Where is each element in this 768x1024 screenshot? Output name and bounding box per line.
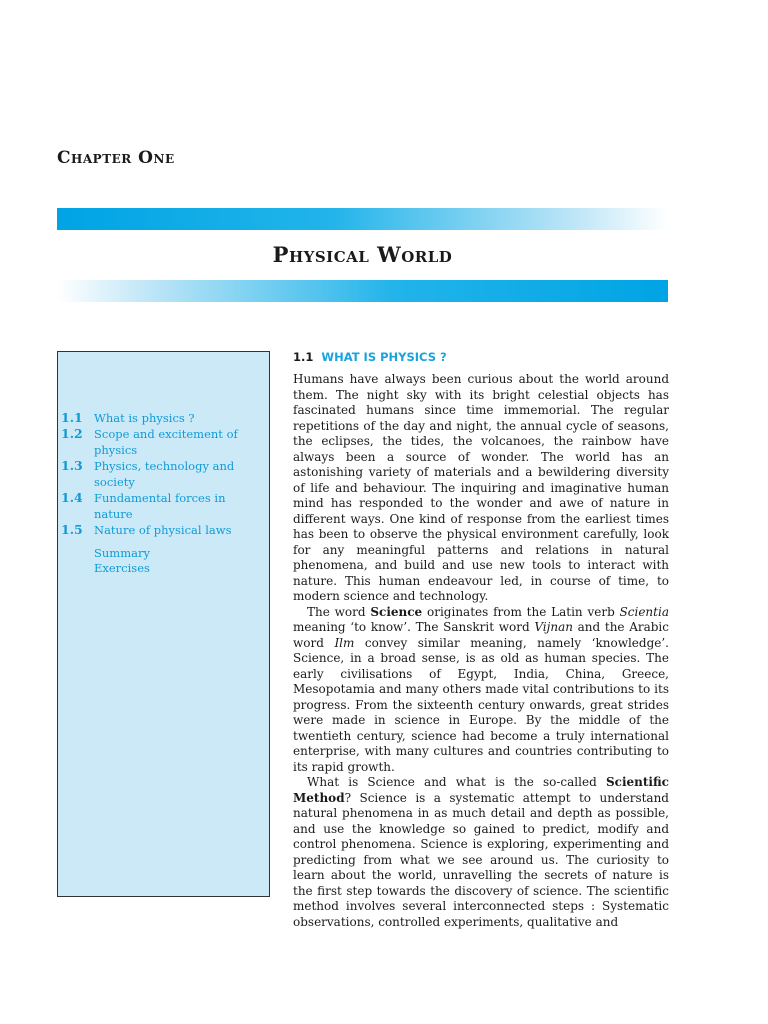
section-heading (293, 348, 669, 366)
decorative-band-bottom (57, 280, 668, 302)
main-text-column (293, 348, 669, 930)
term-scientific-method: Scientific Method (293, 775, 669, 805)
paragraph-1: Humans have always been curious about the world around them. The night sky with its bright celestial objects has fascinated humans since time immemorial. The regular repetitions of the day and night, the annual cycle of seasons, the eclipses, the tides, the volcanoes, the rainbow have always been a source of wonder. The world has an astonishing variety of materials and a bewildering diversity of life and behaviour. The inquiring and imaginative human mind has responded to the wonder and awe of nature in different ways. One kind of response from the earliest times has been to observe the physical environment carefully, look for any meaningful patterns and relations in natural phenomena, and build and use new tools to interact with nature. This human endeavour led, in course of time, to modern science and technology. (293, 372, 669, 603)
contents-item-title: What is physics ? (94, 411, 195, 425)
contents-exercises[interactable]: Exercises (94, 561, 150, 575)
contents-item-number: 1.5 (61, 522, 83, 537)
paragraph-2-text: The word (307, 604, 371, 619)
chapter-label: Chapter One (57, 148, 175, 168)
contents-item[interactable] (61, 426, 266, 458)
contents-item[interactable] (61, 522, 266, 538)
contents-item-title: Nature of physical laws (94, 523, 232, 537)
contents-spacer (61, 538, 266, 546)
contents-item-number: 1.1 (61, 410, 83, 425)
paragraph-2-text: convey similar meaning, namely ‘knowledge’. Science, in a broad sense, is as old as human species. The early civilisations of Egypt, India, China, Greece, Mesopotamia and many others made vital contributions to its progress. From the sixteenth century onwards, great strides were made in science in Europe. By the middle of the twentieth century, science had become a truly international enterprise, with many cultures and countries contributing to its rapid growth. (293, 635, 669, 774)
decorative-band-top (57, 208, 668, 230)
contents-item[interactable] (61, 458, 266, 490)
contents-item-title: Physics, technology and society (94, 459, 235, 489)
contents-item-number: 1.3 (61, 458, 83, 473)
paragraph-2-text: meaning ‘to know’. The Sanskrit word (293, 620, 535, 634)
paragraph-2-text: originates from the Latin verb (422, 604, 620, 619)
contents-list (61, 410, 266, 576)
paragraph-3-text: ? Science is a systematic attempt to understand natural phenomena in as much detail and depth as possible, and use the knowledge so gained to predict, modify and control phenomena. Science is exploring, experimenting and predicting from what we see around us. The curiosity to learn about the world, unravelling the secrets of nature is the first step towards the discovery of science. The scientific method involves several interconnected steps : Systematic observations, controlled experiments, qualitative and (293, 790, 669, 929)
chapter-contents-box (57, 351, 270, 897)
paragraph-2 (293, 605, 669, 776)
section-title: WHAT IS PHYSICS ? (321, 350, 447, 364)
term-science: Science (370, 604, 423, 619)
contents-item[interactable] (61, 490, 266, 522)
term-ilm: Ilm (334, 635, 355, 650)
contents-item-title: Scope and excitement of physics (94, 427, 238, 457)
contents-item[interactable] (61, 410, 266, 426)
term-scientia: Scientia (619, 604, 669, 619)
paragraph-3-text: What is Science and what is the so-called (307, 775, 606, 789)
term-vijnan: Vijnan (534, 620, 573, 634)
paragraph-2-text: and the Arabic word (293, 620, 669, 650)
contents-summary[interactable]: Summary (94, 546, 150, 560)
contents-item-title: Fundamental forces in nature (94, 491, 226, 521)
contents-item-number: 1.2 (61, 426, 83, 441)
chapter-title: Physical World (272, 242, 453, 267)
section-number: 1.1 (293, 350, 314, 364)
paragraph-3 (293, 775, 669, 930)
contents-item-number: 1.4 (61, 490, 83, 505)
